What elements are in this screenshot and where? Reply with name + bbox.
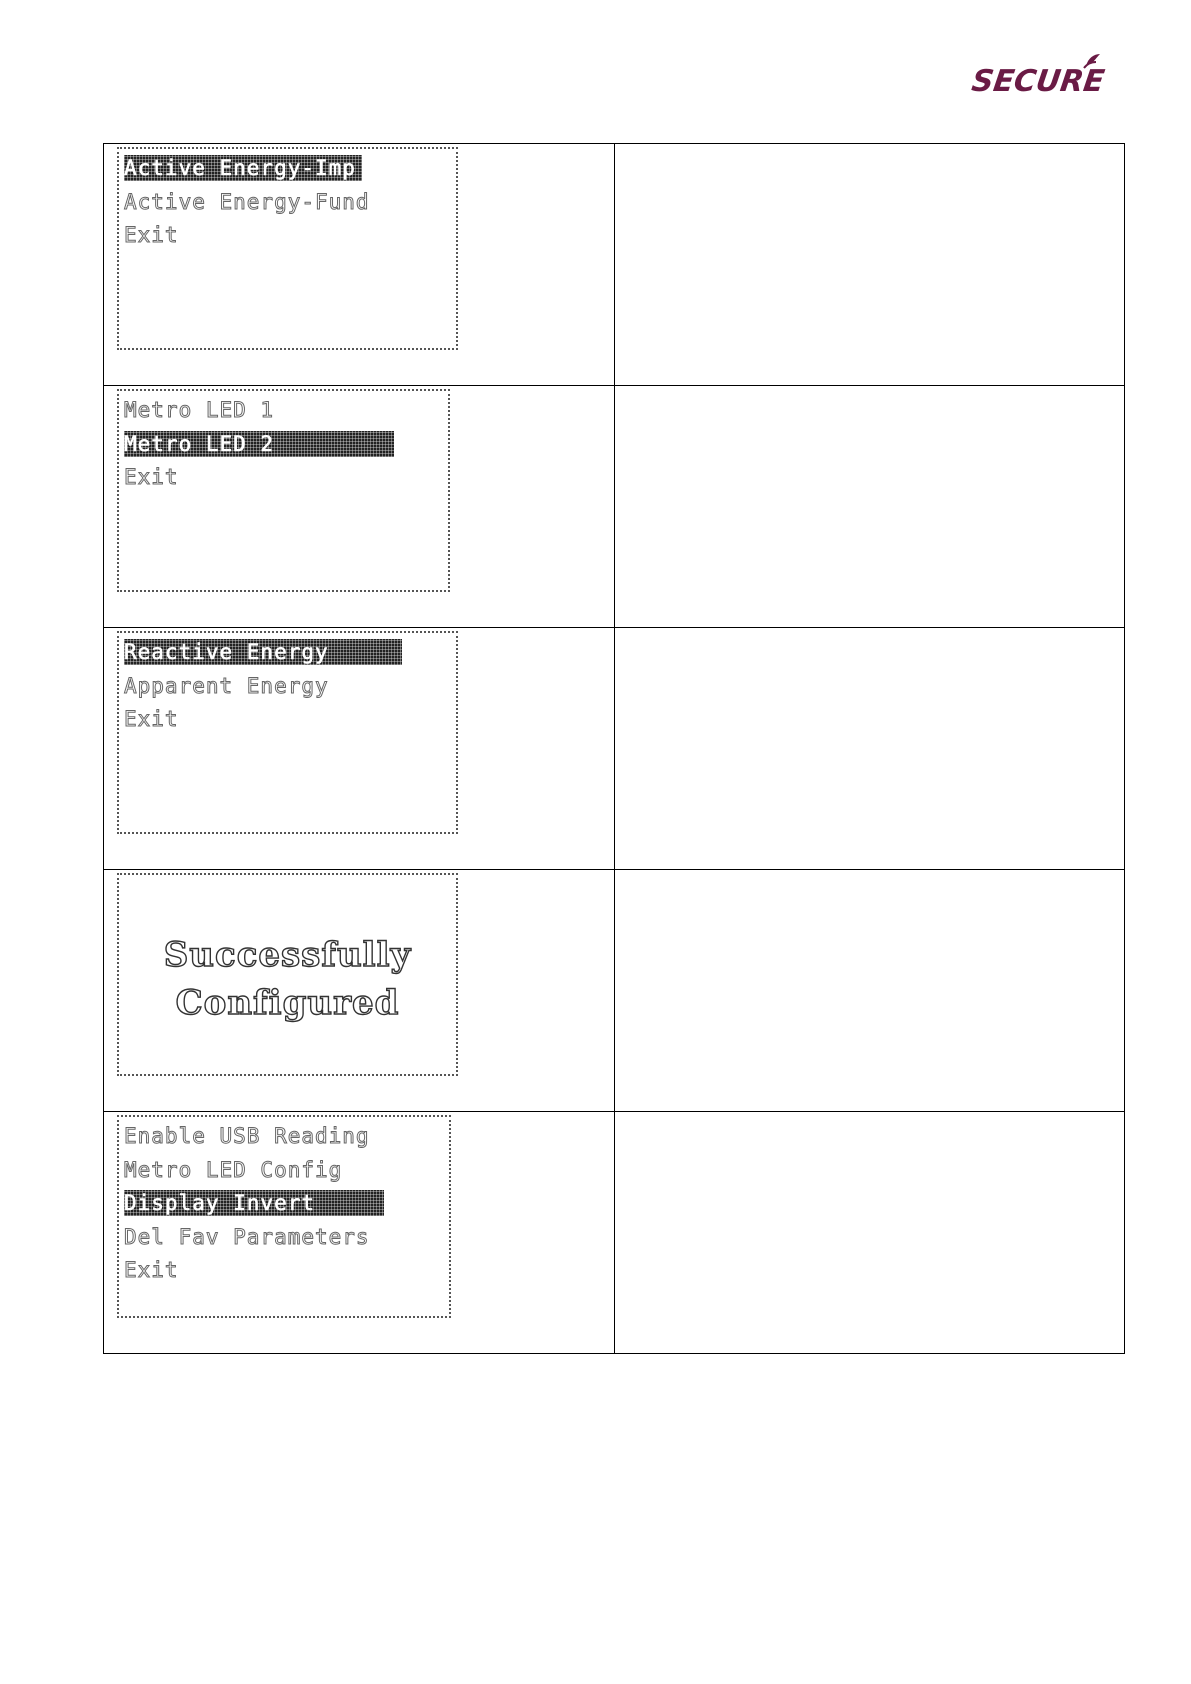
lcd-menu-item: Apparent Energy bbox=[124, 674, 329, 698]
screen-cell bbox=[104, 628, 615, 870]
description-cell bbox=[615, 1112, 1125, 1354]
description-cell bbox=[615, 144, 1125, 386]
table-row bbox=[104, 628, 1125, 870]
lcd-menu-item: Exit bbox=[124, 707, 179, 731]
lcd-menu-item-selected: Display Invert bbox=[124, 1190, 384, 1216]
lcd-menu-item-selected: Reactive Energy bbox=[124, 639, 402, 665]
screens-table bbox=[103, 143, 1125, 1354]
lcd-menu-item-selected: Metro LED 2 bbox=[124, 431, 394, 457]
lcd-menu-item: Metro LED 1 bbox=[124, 398, 275, 422]
description-cell bbox=[615, 628, 1125, 870]
screen-cell bbox=[104, 870, 615, 1112]
table-row bbox=[104, 386, 1125, 628]
lcd-menu-item: Del Fav Parameters bbox=[124, 1225, 370, 1249]
lcd-menu-item: Enable USB Reading bbox=[124, 1124, 370, 1148]
screen-cell bbox=[104, 1112, 615, 1354]
lcd-menu-item: Exit bbox=[124, 223, 179, 247]
lcd-message-line: Successfully bbox=[163, 935, 412, 975]
lcd-screen bbox=[117, 631, 458, 834]
secure-logo bbox=[969, 52, 1122, 102]
lcd-menu-item-selected: Active Energy-Imp bbox=[124, 155, 362, 181]
table-row bbox=[104, 1112, 1125, 1354]
lcd-menu-item: Active Energy-Fund bbox=[124, 190, 370, 214]
logo-text: SECURE bbox=[969, 64, 1107, 99]
lcd-screen bbox=[117, 873, 458, 1076]
table-row bbox=[104, 870, 1125, 1112]
lcd-screen bbox=[117, 1115, 451, 1318]
lcd-menu-item: Metro LED Config bbox=[124, 1158, 343, 1182]
screen-cell bbox=[104, 144, 615, 386]
lcd-menu-item: Exit bbox=[124, 465, 179, 489]
lcd-screen bbox=[117, 147, 458, 350]
lcd-message-line: Configured bbox=[175, 983, 400, 1023]
description-cell bbox=[615, 870, 1125, 1112]
screen-cell bbox=[104, 386, 615, 628]
description-cell bbox=[615, 386, 1125, 628]
lcd-screen bbox=[117, 389, 450, 592]
lcd-menu-item: Exit bbox=[124, 1258, 179, 1282]
table-row bbox=[104, 144, 1125, 386]
leaf-swirl-icon bbox=[1082, 52, 1102, 70]
